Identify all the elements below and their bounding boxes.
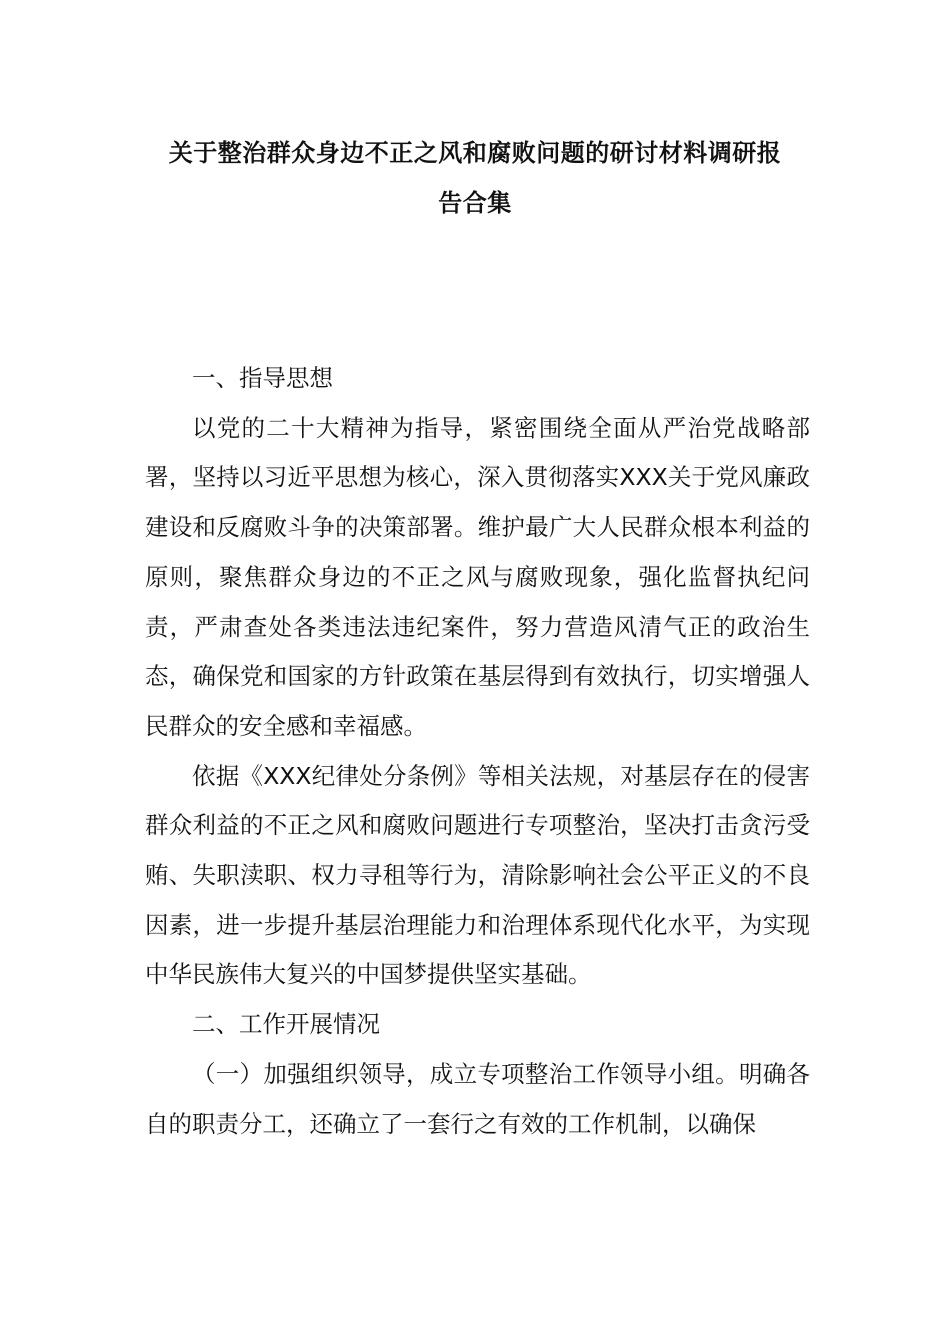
paragraph: 以党的二十大精神为指导，紧密围绕全面从严治党战略部署，坚持以习近平思想为核心，深入贯彻落实XXX关于党风廉政建设和反腐败斗争的决策部署。维护最广大人民群众根本利益的原则，聚焦群众身边的不正之风与腐败现象，强化监督执纪问责，严肃查处各类违法违纪案件，努力营造风清气正的政治生态，确保党和国家的方针政策在基层得到有效执行，切实增强人民群众的安全感和幸福感。 <box>145 413 810 740</box>
title-line-2: 告合集 <box>438 189 512 217</box>
paragraph: 依据《XXX纪律处分条例》等相关法规，对基层存在的侵害群众利益的不正之风和腐败问题进行专项整治，坚决打击贪污受贿、失职渎职、权力寻租等行为，清除影响社会公平正义的不良因素，进一步提升基层治理能力和治理体系现代化水平，为实现中华民族伟大复兴的中国梦提供坚实基础。 <box>145 761 810 989</box>
document-body <box>145 354 810 1149</box>
title-line-1: 关于整治群众身边不正之风和腐败问题的研讨材料调研报 <box>168 139 782 167</box>
paragraph: （一）加强组织领导，成立专项整治工作领导小组。明确各自的职责分工，还确立了一套行之有效的工作机制，以确保 <box>145 1059 810 1138</box>
document-title <box>140 128 810 228</box>
section-heading-work-progress: 二、工作开展情况 <box>192 1010 380 1039</box>
section-heading-guiding-ideology: 一、指导思想 <box>192 364 333 392</box>
